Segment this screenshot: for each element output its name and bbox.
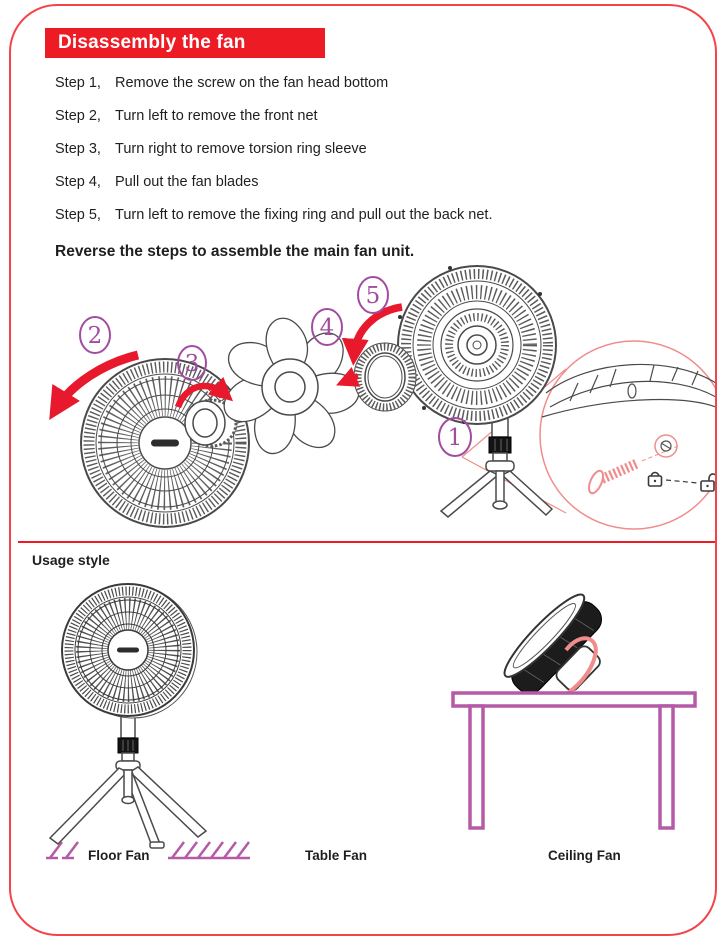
- step-list: [55, 75, 492, 240]
- step-label: Step 4,: [55, 174, 101, 190]
- svg-text:5: 5: [365, 283, 381, 309]
- table-fan-label: Table Fan: [305, 848, 368, 863]
- step-text: Turn right to remove torsion ring sleeve: [115, 141, 367, 157]
- step-text: Turn left to remove the fixing ring and pull out the back net.: [115, 207, 493, 223]
- step-label: Step 2,: [55, 108, 101, 124]
- usage-style-diagram: [10, 572, 716, 872]
- svg-text:4: 4: [319, 315, 335, 341]
- section-divider: [18, 541, 716, 543]
- step-marker-5: [358, 277, 388, 313]
- disassembly-diagram: [10, 265, 716, 537]
- step-marker-1: [439, 418, 471, 456]
- svg-text:2: 2: [87, 323, 103, 349]
- floor-hatch-left: [46, 842, 78, 858]
- step-item: [55, 75, 492, 95]
- svg-text:1: 1: [447, 425, 463, 451]
- floor-fan-illustration: [50, 584, 206, 848]
- step-item: [55, 207, 492, 227]
- usage-style-heading: Usage style: [32, 552, 110, 568]
- step-marker-4: [312, 309, 342, 345]
- floor-hatch-right: [168, 842, 250, 858]
- step-text: Remove the screw on the fan head bottom: [115, 75, 389, 91]
- step-text: Turn left to remove the front net: [115, 108, 318, 124]
- svg-text:3: 3: [184, 351, 200, 377]
- step-item: [55, 141, 492, 161]
- floor-fan-label: Floor Fan: [88, 848, 150, 863]
- step-label: Step 1,: [55, 75, 101, 91]
- assembly-note: Reverse the steps to assemble the main fan unit.: [55, 243, 415, 260]
- table-illustration: [453, 693, 695, 828]
- step-text: Pull out the fan blades: [115, 174, 259, 190]
- step-marker-2: [80, 317, 110, 353]
- fixing-ring-illustration: [354, 343, 416, 411]
- step-label: Step 3,: [55, 141, 101, 157]
- step-item: [55, 108, 492, 128]
- page-title: Disassembly the fan: [45, 28, 325, 58]
- main-fan-illustration: [398, 266, 556, 424]
- ceiling-fan-label: Ceiling Fan: [548, 848, 621, 863]
- step-label: Step 5,: [55, 207, 101, 223]
- step-item: [55, 174, 492, 194]
